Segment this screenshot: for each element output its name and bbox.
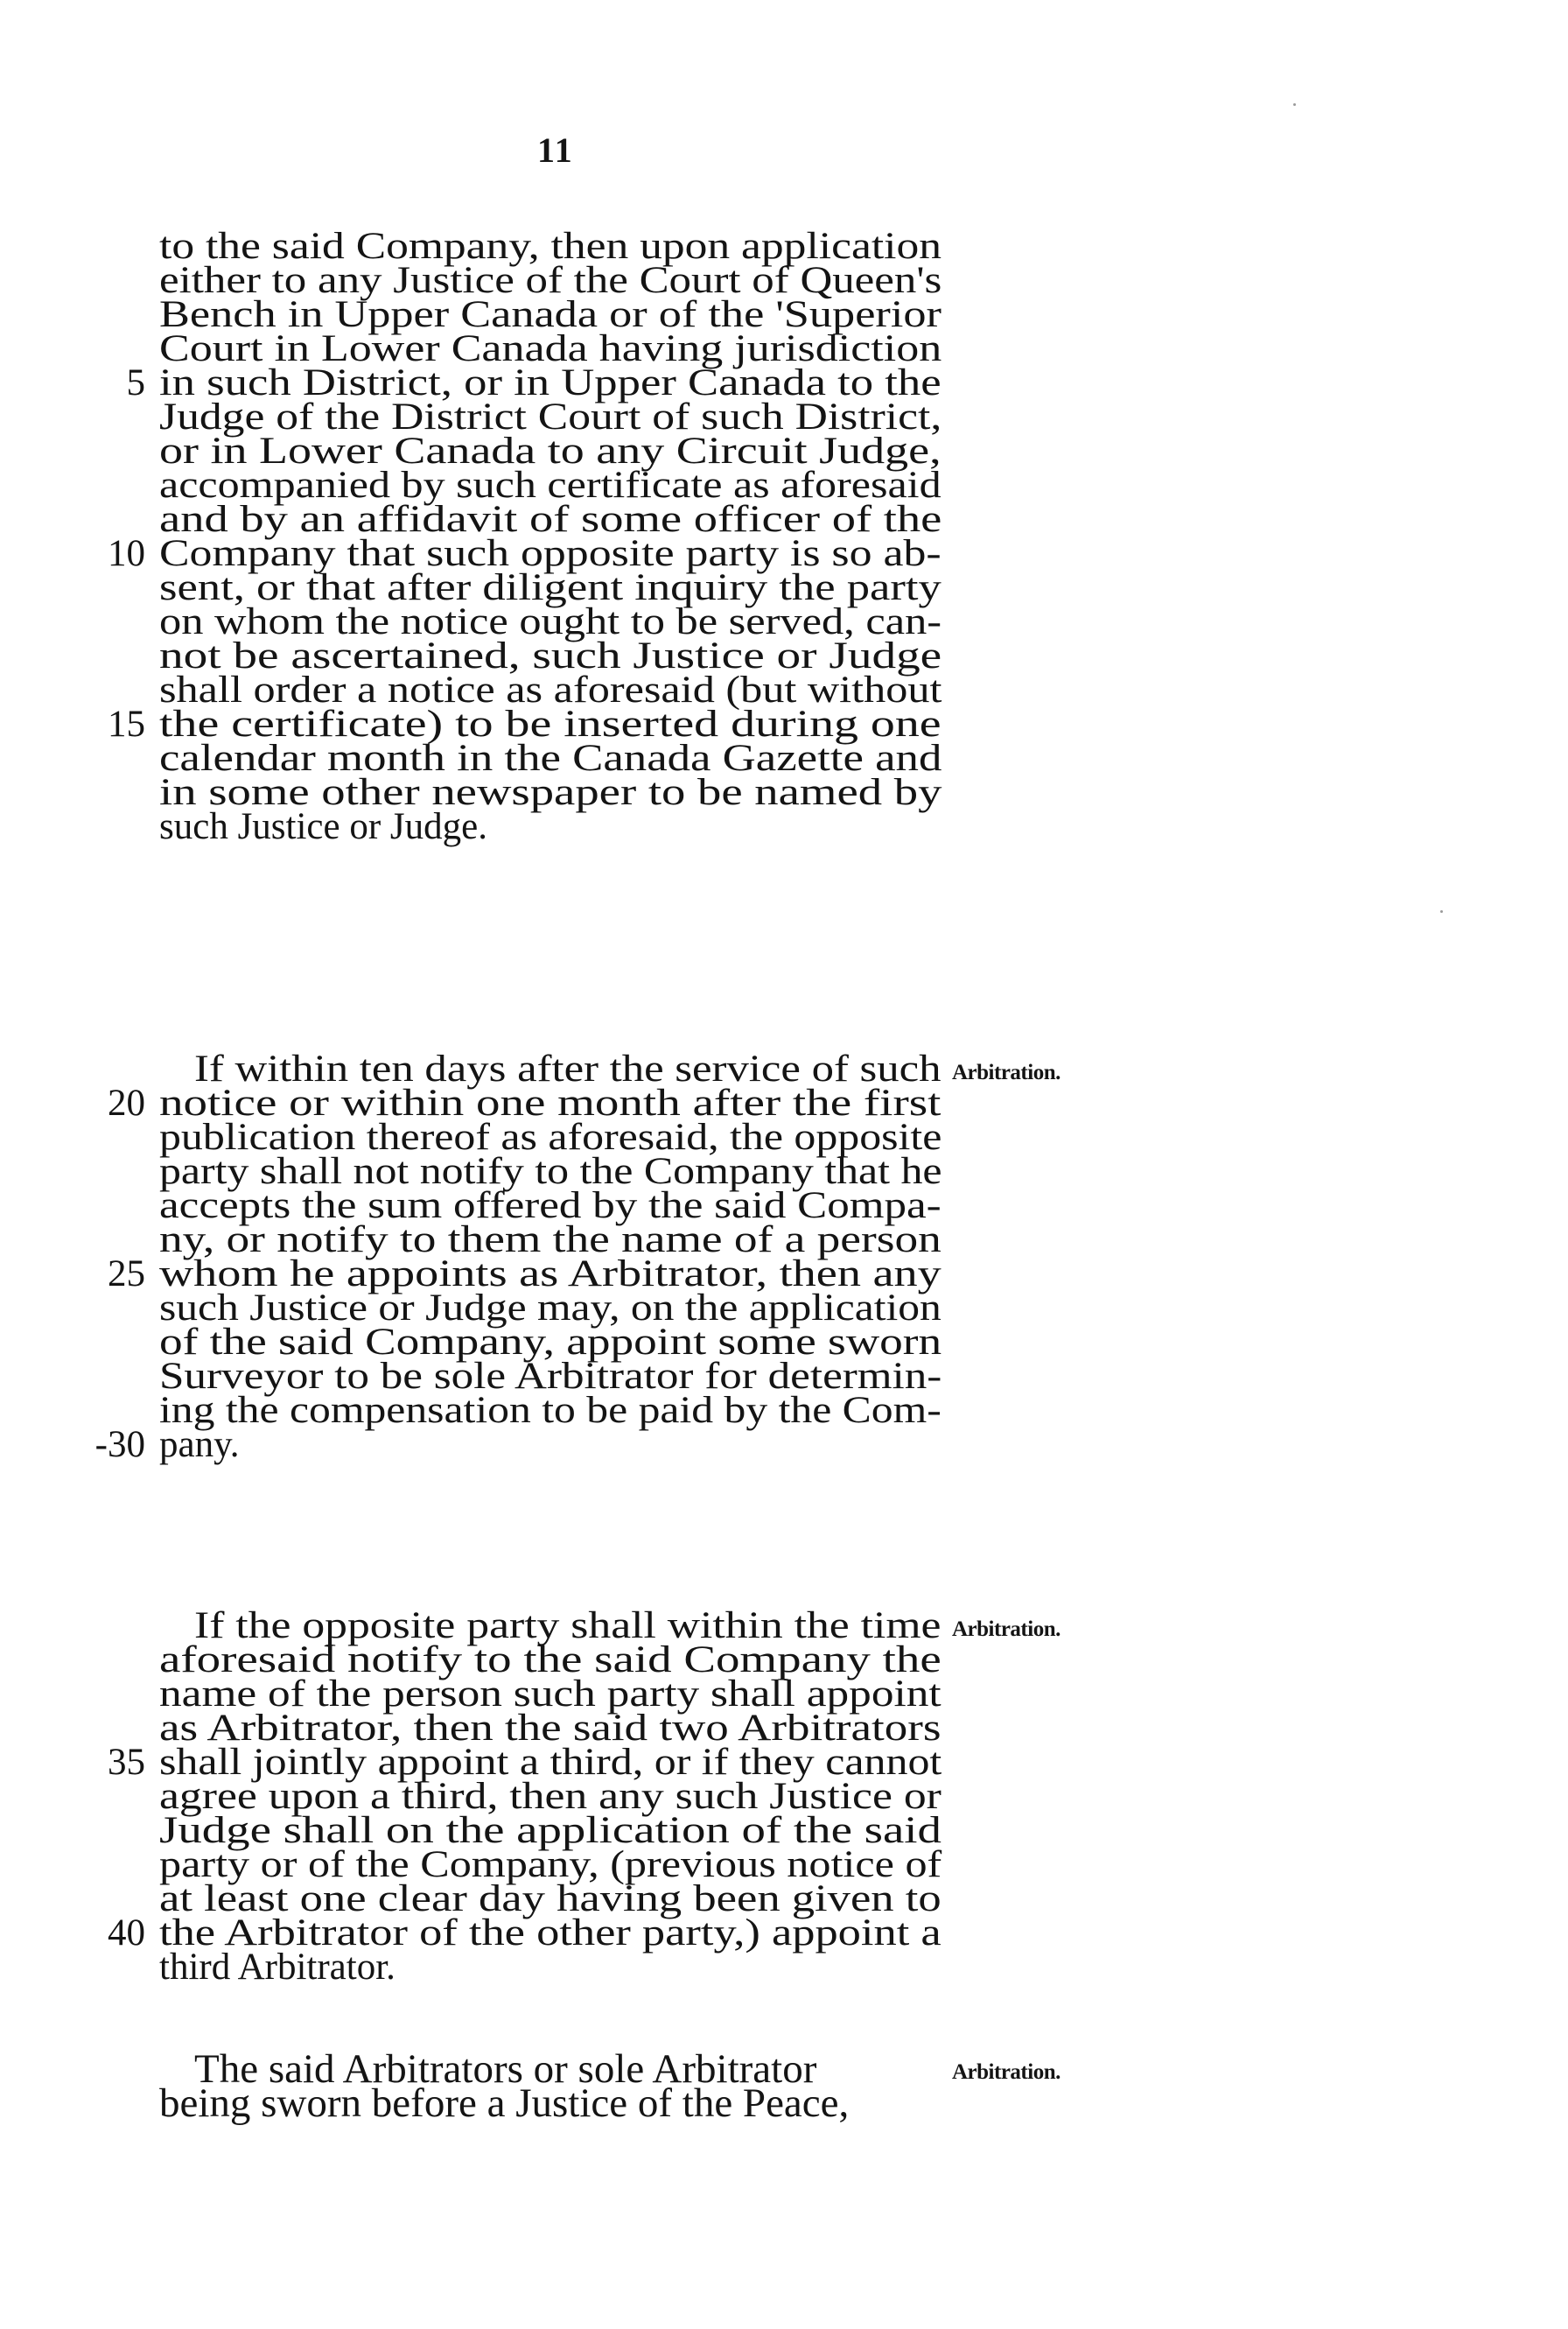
text-line: name of the person such party shall appoint xyxy=(159,1673,942,1715)
margin-note: Arbitration. xyxy=(952,2060,1060,2084)
text-line: at least one clear day having been given to xyxy=(159,1878,942,1919)
text-line: party or of the Company, (previous notice of xyxy=(159,1844,942,1885)
line-number: 15 xyxy=(108,704,145,745)
speck xyxy=(1440,910,1443,913)
line-number: 10 xyxy=(108,533,145,574)
line-number: 20 xyxy=(108,1083,145,1124)
text-line: ing the compensation to be paid by the Com- xyxy=(159,1390,942,1431)
text-line: of the said Company, appoint some sworn xyxy=(159,1322,942,1363)
text-line: aforesaid notify to the said Company the xyxy=(159,1639,942,1680)
text-line: Judge shall on the application of the said xyxy=(159,1810,942,1851)
text-line: The said Arbitrators or sole Arbitrator xyxy=(194,2046,817,2092)
text-line: party shall not notify to the Company that he xyxy=(159,1151,942,1192)
margin-note: Arbitration. xyxy=(952,1617,1060,1641)
text-line: third Arbitrator. xyxy=(159,1947,396,1988)
text-line: Surveyor to be sole Arbitrator for determin- xyxy=(159,1356,942,1397)
text-line: If within ten days after the service of such xyxy=(194,1049,942,1090)
text-line: in some other newspaper to be named by xyxy=(159,772,942,813)
text-line: agree upon a third, then any such Justice or xyxy=(159,1776,942,1817)
text-line: ny, or notify to them the name of a person xyxy=(159,1219,942,1260)
text-line: accepts the sum offered by the said Compa- xyxy=(159,1185,942,1226)
line-number: 5 xyxy=(126,362,145,403)
speck xyxy=(1293,103,1296,106)
text-line: whom he appoints as Arbitrator, then any xyxy=(159,1253,942,1294)
text-line: shall order a notice as aforesaid (but without xyxy=(159,670,942,711)
margin-note: Arbitration. xyxy=(952,1061,1060,1084)
text-line: as Arbitrator, then the said two Arbitrators xyxy=(159,1708,942,1749)
text-line: sent, or that after diligent inquiry the party xyxy=(159,567,942,608)
text-line: such Justice or Judge. xyxy=(159,806,487,847)
text-line: Company that such opposite party is so ab- xyxy=(159,533,942,574)
text-line: Judge of the District Court of such District, xyxy=(159,396,942,438)
text-line: on whom the notice ought to be served, can- xyxy=(159,601,942,642)
text-line: and by an affidavit of some officer of the xyxy=(159,499,942,540)
text-line: the Arbitrator of the other party,) appoint a xyxy=(159,1912,942,1954)
line-number: 40 xyxy=(108,1912,145,1954)
text-line: being sworn before a Justice of the Peace, xyxy=(159,2080,850,2126)
text-line: Court in Lower Canada having jurisdiction xyxy=(159,328,942,369)
text-line: the certificate) to be inserted during one xyxy=(159,704,942,745)
text-line: pany. xyxy=(159,1424,240,1465)
text-line: accompanied by such certificate as aforesaid xyxy=(159,465,942,506)
page-number: 11 xyxy=(537,130,574,170)
text-line: to the said Company, then upon application xyxy=(159,226,942,267)
text-line: publication thereof as aforesaid, the opposite xyxy=(159,1117,942,1158)
text-line: shall jointly appoint a third, or if they cannot xyxy=(159,1742,942,1783)
line-number: -30 xyxy=(94,1424,145,1465)
text-line: notice or within one month after the first xyxy=(159,1083,942,1124)
text-line: not be ascertained, such Justice or Judge xyxy=(159,635,942,677)
text-line: calendar month in the Canada Gazette and xyxy=(159,738,942,779)
text-line: If the opposite party shall within the time xyxy=(194,1605,942,1646)
text-line: in such District, or in Upper Canada to the xyxy=(159,362,942,403)
line-number: 25 xyxy=(108,1253,145,1294)
text-line: such Justice or Judge may, on the application xyxy=(159,1287,942,1329)
text-line: either to any Justice of the Court of Queen's xyxy=(159,260,942,301)
text-line: Bench in Upper Canada or of the 'Superior xyxy=(159,294,942,335)
text-line: or in Lower Canada to any Circuit Judge, xyxy=(159,431,942,472)
line-number: 35 xyxy=(108,1742,145,1783)
